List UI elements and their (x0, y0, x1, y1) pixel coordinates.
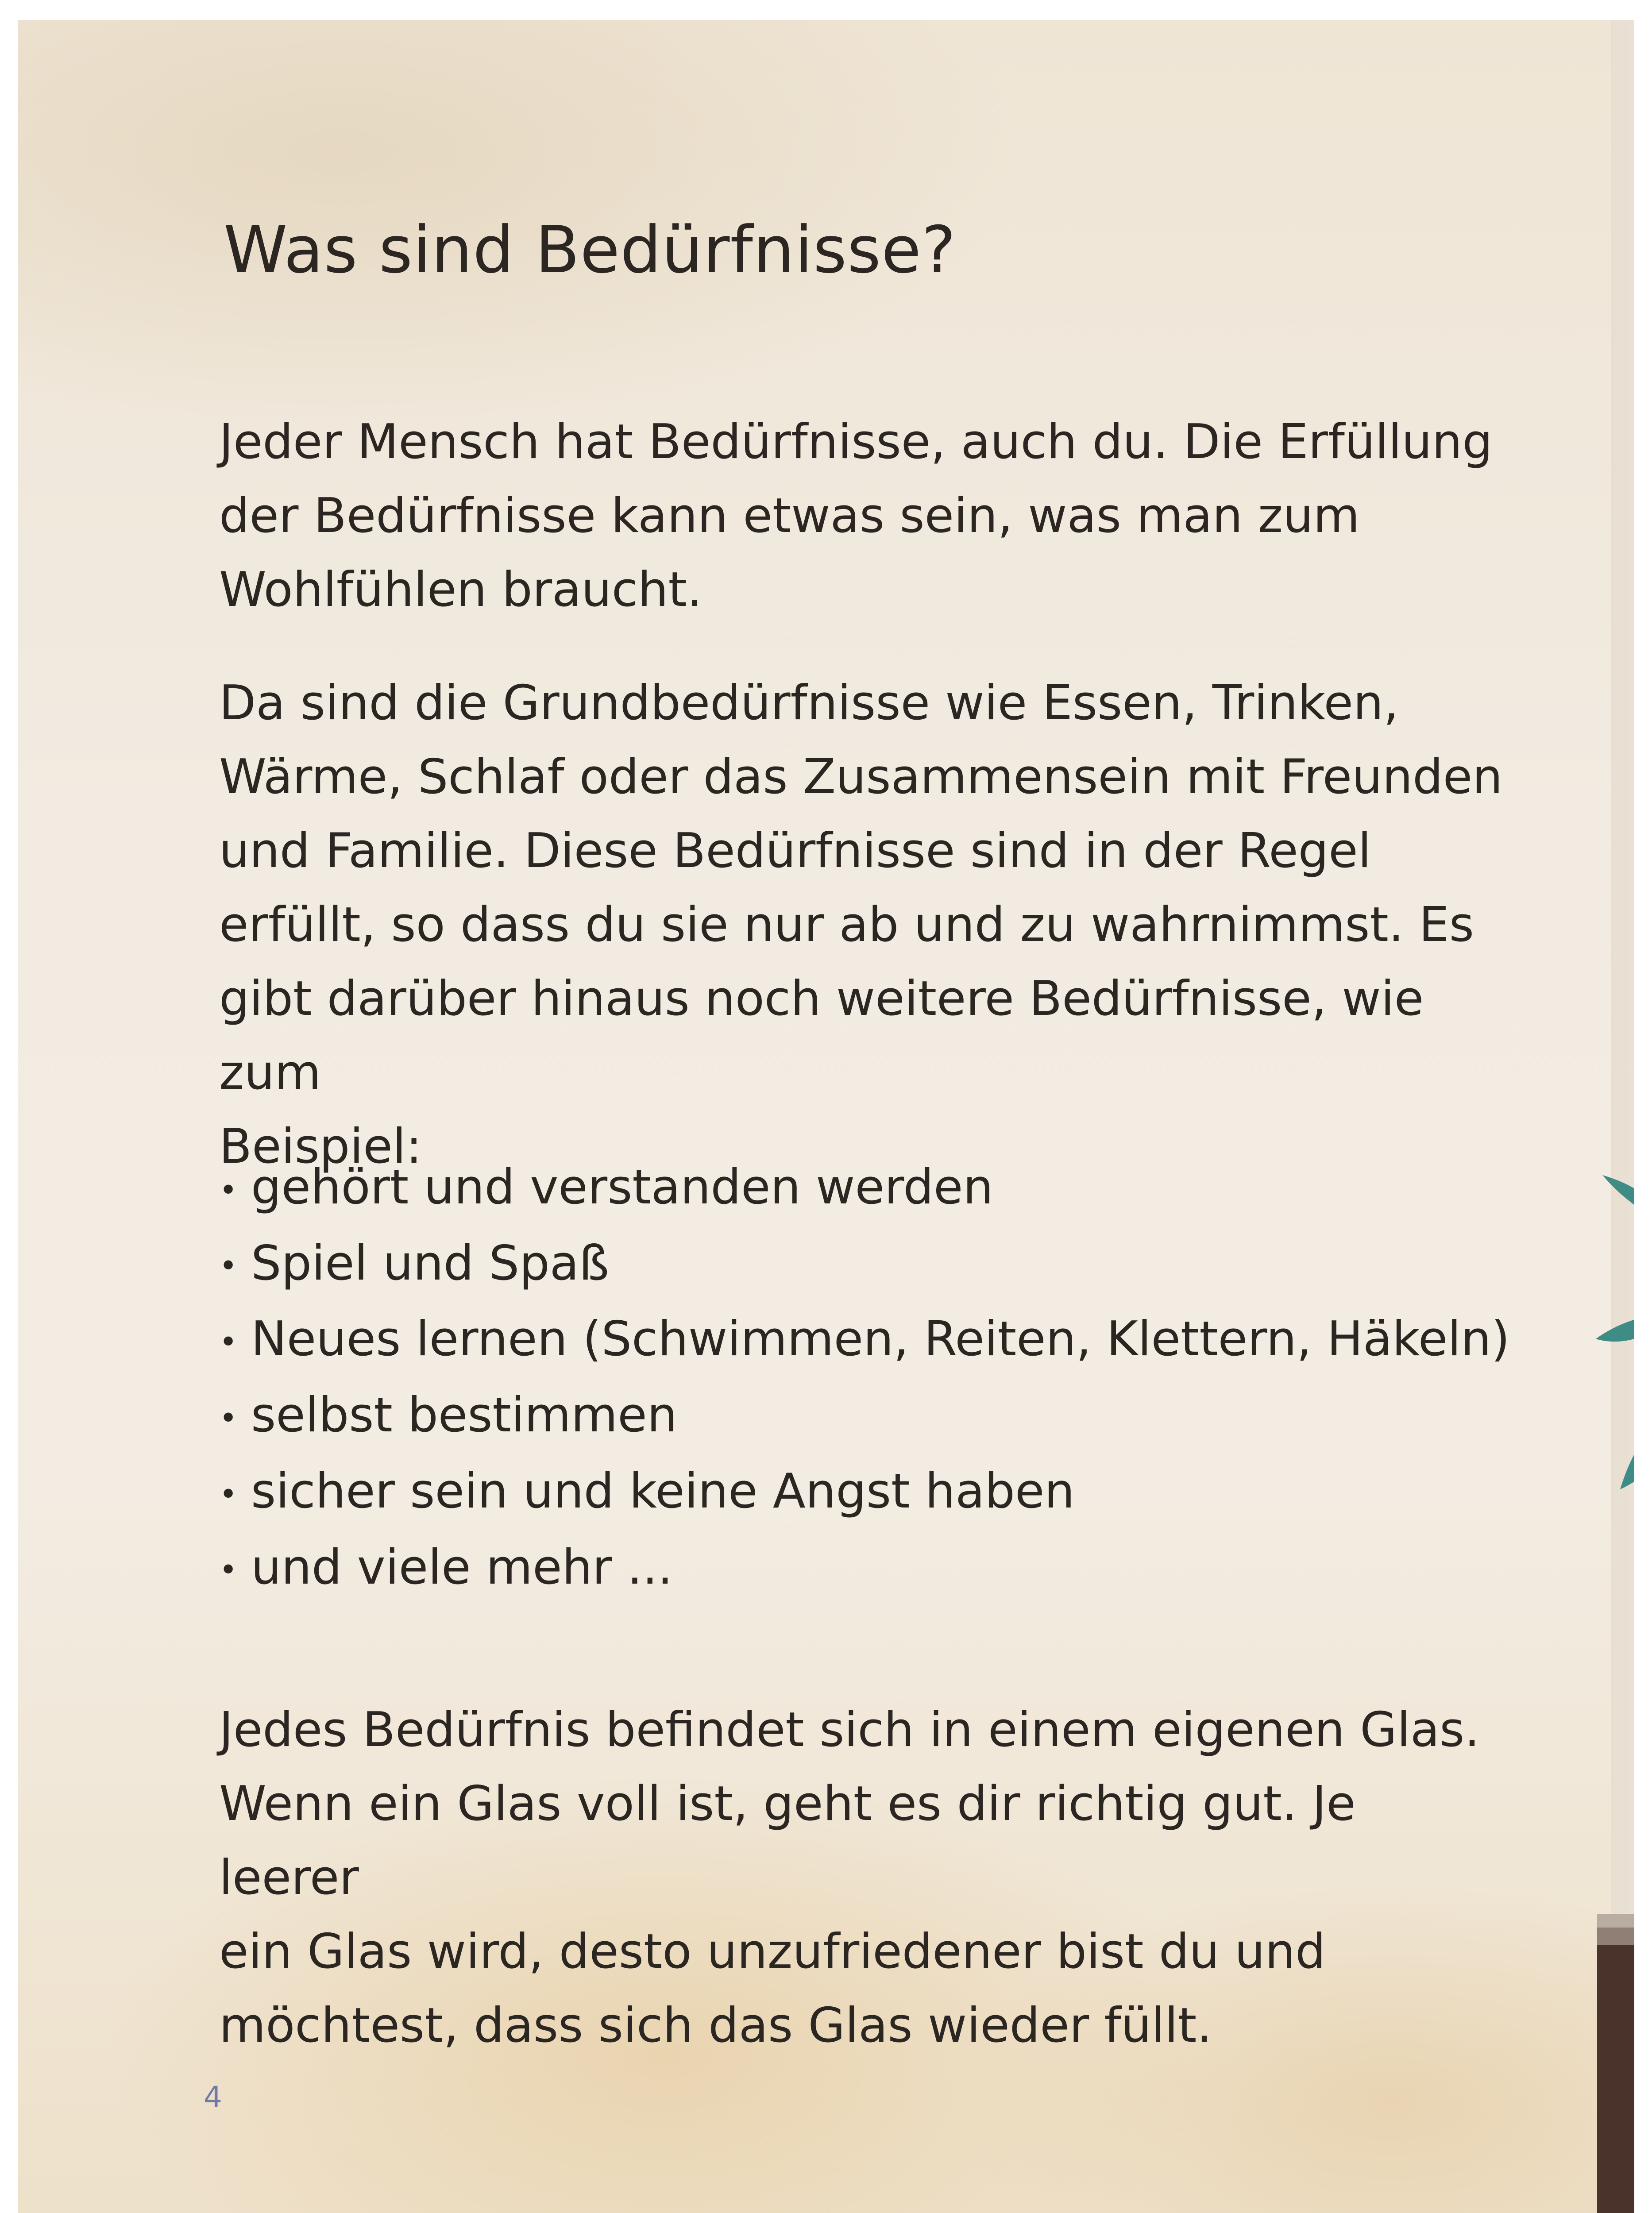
cabinet-illustration (1597, 1914, 1634, 2213)
list-item-text: sicher sein und keine Angst haben (251, 1463, 1075, 1519)
intro-paragraph: Jeder Mensch hat Bedürfnisse, auch du. Die Erfüllung der Bedürfnisse kann etwas sein, was man zum Wohlfühlen braucht. (219, 414, 1493, 617)
page-title: Was sind Bedürfnisse? (224, 212, 957, 288)
book-page (18, 20, 1634, 2213)
background-wall (1611, 20, 1634, 2213)
bullet-icon: • (219, 1476, 238, 1512)
list-item (219, 1531, 1510, 1607)
bullet-icon: • (219, 1172, 238, 1208)
list-item-text: Neues lernen (Schwimmen, Reiten, Klettern, Häkeln) (251, 1311, 1510, 1367)
list-item (219, 1379, 1510, 1455)
list-item-text: selbst bestimmen (251, 1388, 678, 1443)
bullet-icon: • (219, 1552, 238, 1588)
list-item-text: gehört und verstanden werden (251, 1160, 993, 1215)
bullet-icon: • (219, 1324, 238, 1361)
needs-list (219, 1151, 1510, 1607)
bullet-icon: • (219, 1248, 238, 1284)
list-item-text: Spiel und Spaß (251, 1235, 609, 1291)
list-item (219, 1303, 1510, 1379)
list-item-text: und viele mehr ... (251, 1539, 673, 1595)
plant-leaves-illustration (1594, 1126, 1634, 1569)
list-item (219, 1227, 1510, 1303)
glass-paragraph: Jedes Bedürfnis befindet sich in einem eigenen Glas. Wenn ein Glas voll ist, geht es dir richtig gut. Je leerer ein Glas wird, desto unzufriedener bist du und möchtest, dass sich das Glas wieder füllt. (219, 1702, 1480, 2053)
basic-needs-paragraph: Da sind die Grundbedürfnisse wie Essen, Trinken, Wärme, Schlaf oder das Zusammensein mit Freunden und Familie. Diese Bedürfnisse sind in der Regel erfüllt, so dass du sie nur ab und zu wahrnimmst. Es gibt darüber hinaus noch weitere Bedürfnisse, wie zum Beispiel: (219, 675, 1503, 1174)
page-number: 4 (204, 2080, 222, 2114)
bullet-icon: • (219, 1400, 238, 1436)
list-item (219, 1455, 1510, 1531)
list-item (219, 1151, 1510, 1227)
